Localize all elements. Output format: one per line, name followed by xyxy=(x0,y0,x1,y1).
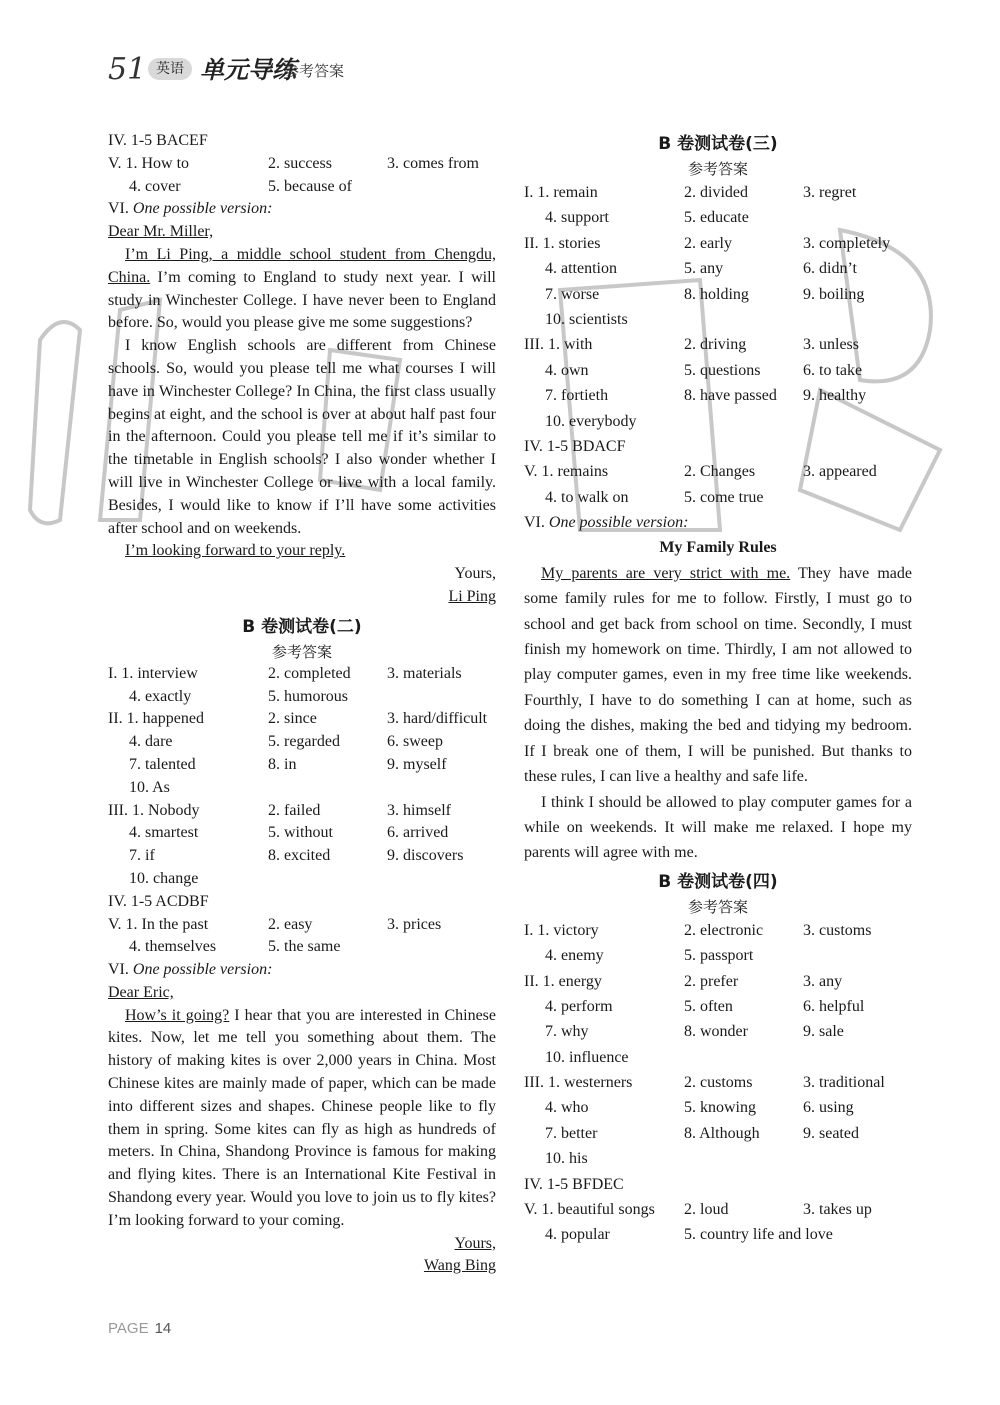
answer-row xyxy=(524,434,912,459)
answer-cell: 5. questions xyxy=(684,361,761,379)
answer-cell: I. 1. victory xyxy=(524,921,599,939)
letter-signature: Wang Bing xyxy=(423,1257,496,1275)
answer-row xyxy=(524,1146,912,1171)
answer-cell: 2. easy xyxy=(268,915,313,933)
header-subtitle: 参考答案 xyxy=(284,62,345,80)
answer-cell: 2. failed xyxy=(268,801,321,819)
answer-row xyxy=(524,485,912,510)
answer-cell: 5. the same xyxy=(268,938,341,956)
answer-cell: 4. who xyxy=(545,1099,589,1117)
answer-line: IV. 1-5 BACEF xyxy=(108,132,208,149)
answer-cell: 2. prefer xyxy=(684,972,739,990)
answer-cell: 7. if xyxy=(129,847,155,865)
answer-row xyxy=(524,282,912,307)
letter-salutation: Dear Eric, xyxy=(108,983,174,1001)
answer-cell: 4. support xyxy=(545,209,609,227)
answer-cell: IV. 1-5 BDACF xyxy=(524,437,626,455)
answer-row xyxy=(524,1019,912,1044)
answer-cell: 7. worse xyxy=(545,285,600,303)
left-column xyxy=(108,130,496,1278)
answer-row xyxy=(524,358,912,383)
section-title: B 卷测试卷(二) xyxy=(242,616,362,637)
page-number: 14 xyxy=(154,1320,172,1337)
answer-cell: 5. any xyxy=(684,260,724,278)
answer-row xyxy=(524,231,912,256)
answer-cell: 6. to take xyxy=(803,361,863,379)
answer-cell: IV. 1-5 ACDBF xyxy=(108,892,209,910)
answer-row xyxy=(524,918,912,943)
answer-cell: 8. holding xyxy=(684,285,749,303)
answer-row xyxy=(524,943,912,968)
answer-cell: 10. scientists xyxy=(545,310,628,328)
answer-cell: 6. arrived xyxy=(387,824,449,842)
answer-cell: 4. dare xyxy=(129,733,173,751)
answer-cell: 3. traditional xyxy=(803,1074,885,1092)
answer-cell: 4. perform xyxy=(545,997,613,1015)
answer-cell: 4. attention xyxy=(545,260,617,278)
answer-cell: 6. sweep xyxy=(387,733,443,751)
answer-grid xyxy=(524,918,912,1248)
answer-row xyxy=(108,708,496,731)
answer-cell: III. 1. with xyxy=(524,336,593,354)
logo-script: 单元导练 xyxy=(200,55,296,84)
version-label: VI. One possible version: xyxy=(108,200,273,218)
answer-cell: 4. popular xyxy=(545,1226,610,1244)
answer-cell: 9. healthy xyxy=(803,387,867,405)
letter-closing: Yours, xyxy=(454,565,496,583)
page-label: PAGE xyxy=(108,1320,149,1337)
answer-row xyxy=(108,153,496,176)
right-column xyxy=(524,130,912,1248)
version-label: VI. One possible version: xyxy=(524,514,689,532)
answer-cell: 2. loud xyxy=(684,1201,729,1219)
answer-cell: 10. his xyxy=(545,1150,588,1168)
answer-cell: 5. humorous xyxy=(268,687,348,705)
answer-row xyxy=(524,409,912,434)
answer-cell: 5. knowing xyxy=(684,1099,756,1117)
answer-cell: 8. excited xyxy=(268,847,331,865)
answer-row xyxy=(108,731,496,754)
answer-cell: 2. driving xyxy=(684,336,747,354)
answer-row xyxy=(524,383,912,408)
answer-row xyxy=(524,1095,912,1120)
section-subtitle: 参考答案 xyxy=(687,160,748,178)
essay-title: My Family Rules xyxy=(659,539,777,557)
answer-cell: 4. exactly xyxy=(129,687,192,705)
answer-row xyxy=(108,936,496,959)
answer-cell: 2. customs xyxy=(684,1074,753,1092)
answer-cell: 3. prices xyxy=(387,915,442,933)
answer-cell: 3. customs xyxy=(803,921,872,939)
answer-cell: 4. own xyxy=(545,361,589,379)
essay-paragraph: My parents are very strict with me. They have made some family rules for me to follow. Firstly, I must go to school and get back from school on time. Secondly, I must finish my homework on time. Thirdly, I am not allowed to play computer games, even in my free time like weekends. Fourthly, I have to do something I can at home, such as doing the dishes, making the bed and tidying my bedroom. If I break one of them, I will be punished. But thanks to these rules, I can live a healthy and safe life. xyxy=(524,564,913,786)
answer-row xyxy=(108,686,496,709)
answer-cell: 7. fortieth xyxy=(545,387,609,405)
answer-row xyxy=(524,994,912,1019)
answer-cell: III. 1. Nobody xyxy=(108,801,200,819)
answer-row xyxy=(524,1222,912,1247)
answer-cell: 9. sale xyxy=(803,1023,844,1041)
answer-cell: IV. 1-5 BFDEC xyxy=(524,1175,624,1193)
answer-cell: 2. success xyxy=(268,154,332,172)
answer-cell: 3. hard/difficult xyxy=(387,710,488,728)
letter-paragraph: How’s it going? I hear that you are interested in Chinese kites. Now, let me tell you something about them. The history of making kites is over 2,000 years in China. Most Chinese kites are mainly made of paper, which can be made into different sizes and shapes. Chinese people like to fly them in spring. Some kites can fly as high as hundreds of meters. In China, Shandong Province is famous for making and flying kites. There is an International Kite Festival in Shandong every year. Would you love to join us to fly kites? I’m looking forward to your coming. xyxy=(108,1006,496,1229)
answer-row xyxy=(108,176,496,199)
answer-cell: 5. regarded xyxy=(268,733,340,751)
answer-cell: II. 1. energy xyxy=(524,972,602,990)
answer-cell: II. 1. happened xyxy=(108,710,204,728)
answer-cell: 9. boiling xyxy=(803,285,865,303)
answer-cell: 5. often xyxy=(684,997,733,1015)
answer-cell: 9. discovers xyxy=(387,847,464,865)
letter-paragraph: I’m Li Ping, a middle school student from Chengdu, China. I’m coming to England to study next year. I will study in Winchester College. I have never been to England before. So, would you please give me some suggestions? xyxy=(108,245,496,332)
answer-cell: 6. helpful xyxy=(803,997,865,1015)
answer-cell: 8. in xyxy=(268,755,297,773)
answer-cell: 3. regret xyxy=(803,184,857,201)
answer-cell: 6. didn’t xyxy=(803,260,857,278)
answer-cell: 3. takes up xyxy=(803,1201,872,1219)
answer-cell: 4. themselves xyxy=(129,938,217,956)
answer-row xyxy=(108,754,496,777)
answer-cell: V. 1. How to xyxy=(108,154,190,172)
letter-paragraph: I know English schools are different from Chinese schools. So, would you please tell me what courses I will have in Winchester College? In China, the first class usually begins at eight, and the school is over at about half past four in the afternoon. Could you please tell me if it’s similar to the timetable in English schools? I also wonder whether I will live in Winchester College or live with a local family. Besides, I would like to know if I’ll have some activities after school and on weekends. xyxy=(108,337,496,537)
answer-cell: 9. myself xyxy=(387,755,447,773)
answer-cell: 3. unless xyxy=(803,336,859,354)
answer-row xyxy=(524,459,912,484)
answer-row xyxy=(524,205,912,230)
letter-closing: Yours, xyxy=(454,1234,496,1252)
answer-cell: 9. seated xyxy=(803,1124,859,1142)
answer-cell: 4. cover xyxy=(129,177,181,195)
answer-cell: 7. talented xyxy=(129,755,196,773)
letter-salutation: Dear Mr. Miller, xyxy=(108,223,214,241)
answer-cell: 7. better xyxy=(545,1124,598,1142)
answer-cell: I. 1. remain xyxy=(524,184,598,201)
answer-cell: 8. wonder xyxy=(684,1023,748,1041)
answer-cell: 3. appeared xyxy=(803,463,877,481)
letter-signature: Li Ping xyxy=(448,587,496,605)
section-title: B 卷测试卷(四) xyxy=(658,871,778,892)
version-label: VI. One possible version: xyxy=(108,961,273,979)
letter-paragraph: I’m looking forward to your reply. xyxy=(125,542,346,560)
logo-number: 51 xyxy=(108,52,147,87)
answer-row xyxy=(108,868,496,891)
answer-cell: 4. to walk on xyxy=(545,488,629,506)
answer-row xyxy=(524,1121,912,1146)
answer-row xyxy=(524,969,912,994)
answer-row xyxy=(524,332,912,357)
answer-cell: 8. have passed xyxy=(684,387,777,405)
answer-cell: 3. comes from xyxy=(387,154,479,172)
answer-row xyxy=(108,663,496,686)
answer-cell: 5. passport xyxy=(684,947,754,965)
answer-cell: 8. Although xyxy=(684,1124,760,1142)
answer-cell: 5. come true xyxy=(684,488,764,506)
answer-row xyxy=(524,1070,912,1095)
answer-grid xyxy=(524,180,912,510)
answer-cell: 5. educate xyxy=(684,209,749,227)
answer-cell: 3. materials xyxy=(387,664,462,682)
answer-row xyxy=(524,1172,912,1197)
answer-cell: 2. early xyxy=(684,234,732,252)
answer-cell: V. 1. remains xyxy=(524,463,609,481)
answer-row xyxy=(108,800,496,823)
answer-cell: II. 1. stories xyxy=(524,234,601,252)
answer-cell: I. 1. interview xyxy=(108,664,198,682)
answer-cell: 3. completely xyxy=(803,234,891,252)
answer-cell: V. 1. In the past xyxy=(108,915,209,933)
subject-badge: 英语 xyxy=(148,58,192,80)
answer-cell: 5. because of xyxy=(268,177,352,195)
answer-cell: 5. without xyxy=(268,824,333,842)
answer-cell: 10. influence xyxy=(545,1048,629,1066)
answer-cell: 2. electronic xyxy=(684,921,764,939)
answer-row xyxy=(524,1045,912,1070)
answer-cell: 4. smartest xyxy=(129,824,199,842)
answer-cell: 7. why xyxy=(545,1023,589,1041)
answer-cell: V. 1. beautiful songs xyxy=(524,1201,655,1219)
answer-row xyxy=(524,307,912,332)
answer-cell: 2. divided xyxy=(684,184,748,201)
answer-row xyxy=(108,822,496,845)
answer-cell: 5. country life and love xyxy=(684,1226,833,1244)
answer-cell: 6. using xyxy=(803,1099,854,1117)
answer-cell: 3. any xyxy=(803,972,843,990)
answer-row xyxy=(108,777,496,800)
answer-cell: 10. As xyxy=(129,778,170,796)
section-subtitle: 参考答案 xyxy=(271,642,332,661)
answer-row xyxy=(108,914,496,937)
answer-cell: 2. Changes xyxy=(684,463,756,481)
answer-cell: 4. enemy xyxy=(545,947,604,965)
page-header xyxy=(108,50,508,90)
answer-row xyxy=(524,1197,912,1222)
answer-row xyxy=(108,891,496,914)
answer-cell: 3. himself xyxy=(387,801,451,819)
answer-cell: 10. everybody xyxy=(545,412,637,430)
answer-row xyxy=(108,845,496,868)
page-footer xyxy=(108,1320,171,1337)
essay-paragraph: I think I should be allowed to play computer games for a while on weekends. It will make me relaxed. I hope my parents will agree with me. xyxy=(524,793,912,862)
section-subtitle: 参考答案 xyxy=(687,897,748,916)
answer-row xyxy=(524,180,912,205)
answer-cell: III. 1. westerners xyxy=(524,1074,633,1092)
section-title: B 卷测试卷(三) xyxy=(658,134,778,154)
answer-cell: 2. since xyxy=(268,710,317,728)
answer-grid xyxy=(108,663,496,959)
answer-cell: 2. completed xyxy=(268,664,351,682)
answer-row xyxy=(524,256,912,281)
answer-cell: 10. change xyxy=(129,869,199,887)
